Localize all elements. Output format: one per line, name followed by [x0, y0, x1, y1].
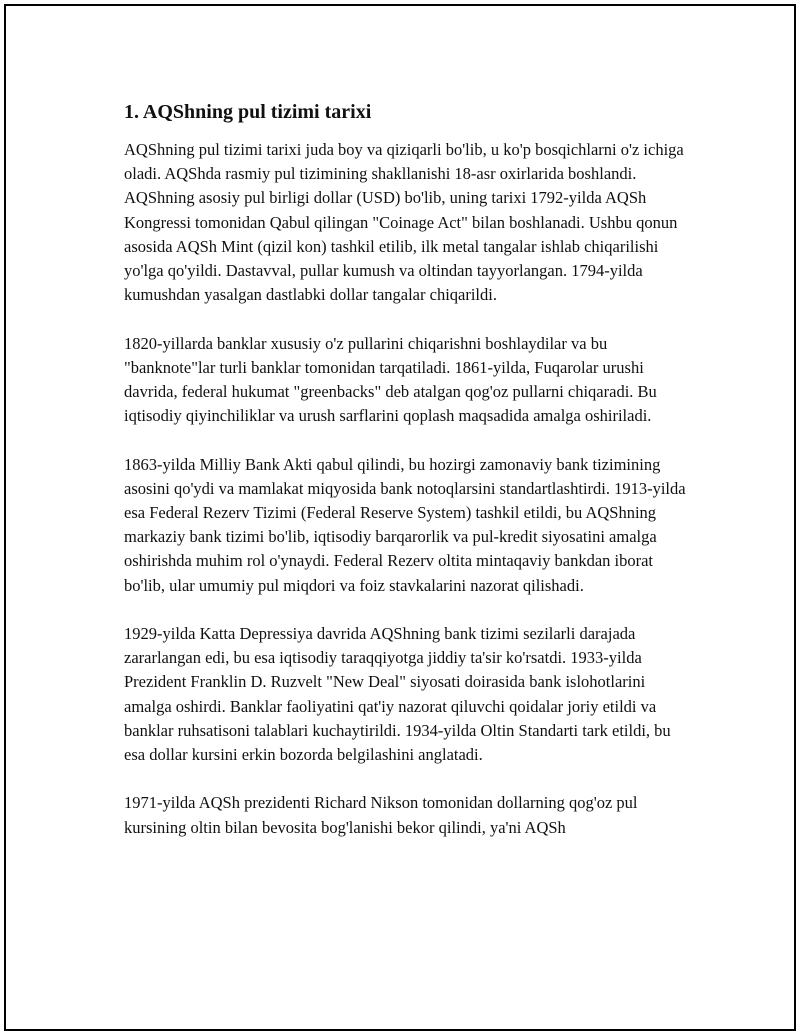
document-page: [4, 4, 796, 1031]
paragraph-banknotes: 1820-yillarda banklar xususiy o'z pullarini chiqarishni boshlaydilar va bu "banknote"lar turli banklar tomonidan tarqatiladi. 1861-yilda, Fuqarolar urushi davrida, federal hukumat "greenbacks" deb atalgan qog'oz pullarni chiqaradi. Bu iqtisodiy qiyinchiliklar va urush sarflarini qoplash maqsadida amalga oshiriladi.: [124, 333, 657, 426]
paragraph-great-depression: 1929-yilda Katta Depressiya davrida AQShning bank tizimi sezilarli darajada zararlangan edi, bu esa iqtisodiy taraqqiyotga jiddiy ta'sir ko'rsatdi. 1933-yilda Prezident Franklin D. Ruzvelt "New Deal" siyosati doirasida bank islohotlarini amalga oshirdi. Banklar faoliyatini qat'iy nazorat qiluvchi qoidalar joriy etildi va banklar ruhsatisoni talablari kuchaytirildi. 1934-yilda Oltin Standarti tark etildi, bu esa dollar kursini erkin bozorda belgilashini anglatadi.: [124, 624, 671, 765]
paragraph-nixon: 1971-yilda AQSh prezidenti Richard Nikson tomonidan dollarning qog'oz pul kursining oltin bilan bevosita bog'lanishi bekor qilindi, ya'ni AQSh: [124, 793, 638, 837]
paragraph-federal-reserve: 1863-yilda Milliy Bank Akti qabul qilindi, bu hozirgi zamonaviy bank tizimining asosini qo'ydi va mamlakat miqyosida bank notoqlarsini standartlashtirdi. 1913-yilda esa Federal Rezerv Tizimi (Federal Reserve System) tashkil etildi, bu AQShning markaziy bank tizimi bo'lib, iqtisodiy barqarorlik va pul-kredit siyosatini amalga oshirishda muhim rol o'ynaydi. Federal Rezerv oltita mintaqaviy bankdan iborat bo'lib, ular umumiy pul miqdori va foiz stavkalarini nazorat qilishadi.: [124, 454, 686, 595]
document-content: [124, 98, 692, 864]
section-title: 1. AQShning pul tizimi tarixi: [124, 101, 372, 123]
paragraph-coinage-act: AQShning pul tizimi tarixi juda boy va qiziqarli bo'lib, u ko'p bosqichlarni o'z ichiga oladi. AQShda rasmiy pul tizimining shakllanishi 18-asr oxirlarida boshlandi. AQShning asosiy pul birligi dollar (USD) bo'lib, uning tarixi 1792-yilda AQSh Kongressi tomonidan Qabul qilingan "Coinage Act" bilan boshlanadi. Ushbu qonun asosida AQSh Mint (qizil kon) tashkil etilib, ilk metal tangalar ishlab chiqarilishi yo'lga qo'yildi. Dastavval, pullar kumush va oltindan tayyorlangan. 1794-yilda kumushdan yasalgan dastlabki dollar tangalar chiqarildi.: [124, 140, 684, 305]
